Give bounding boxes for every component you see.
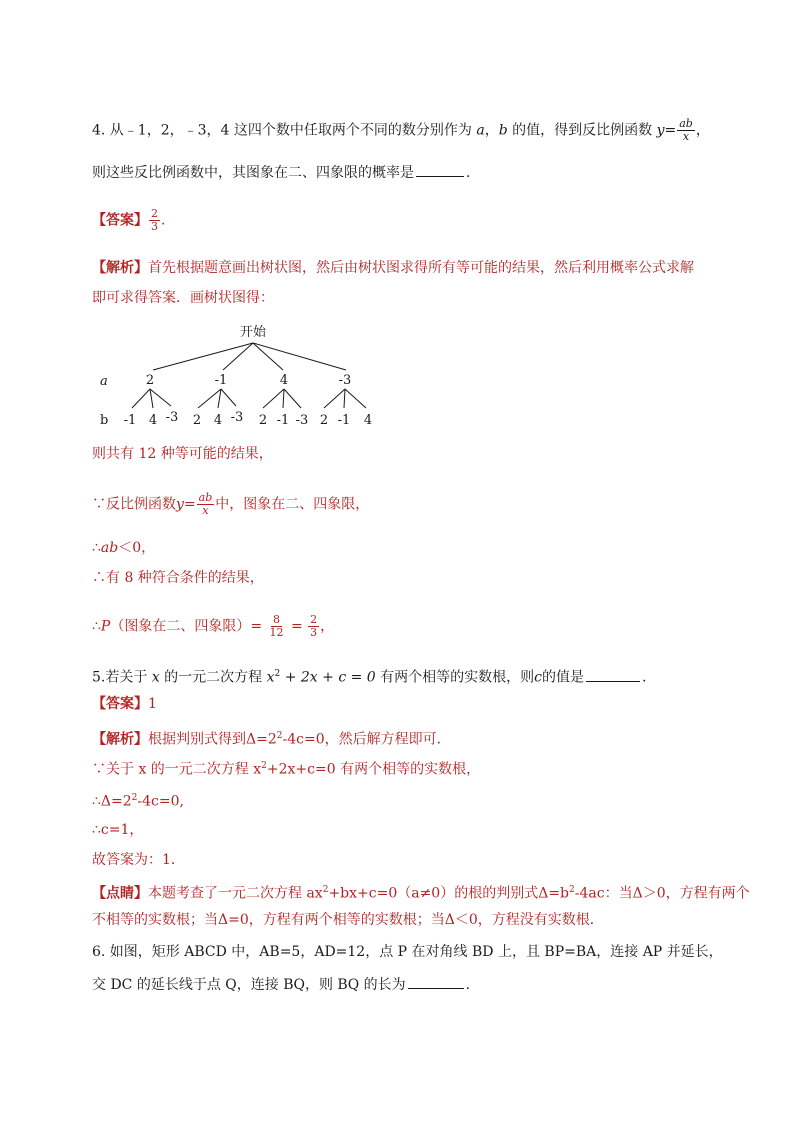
result-text: 则共有 12 种等可能的结果， [92,446,273,462]
b-node-3-2: -1 [276,413,290,428]
period: . [465,977,471,993]
q4-text: 则这些反比例函数中，其图象在二、四象限的概率是 [92,165,414,181]
denominator: x [682,130,690,143]
comma: ， [320,618,335,635]
step-text: 故答案为：1． [92,852,185,868]
q5-step-1 [92,756,480,780]
comment-text: 本题考查了一元二次方程 ax [148,885,323,902]
b-node-1-2: 4 [148,413,158,428]
analysis-label: 【解析】 [92,260,148,276]
exponent: 2 [276,731,283,741]
tree-leaf-branches [132,389,366,408]
analysis-label: 【解析】 [92,731,148,748]
comma: ， [484,122,499,139]
a-node-3: 4 [279,373,289,388]
therefore-symbol: ∴ [92,618,101,635]
q4-line-1 [92,118,710,143]
q5-question [92,664,646,688]
var-ab: ab [100,540,119,556]
denominator: 3 [310,626,318,639]
q5-text: 5.若关于 [92,669,148,686]
because-text: ∵反比例函数 [92,496,176,513]
q4-line-2 [92,162,470,183]
step-text: ∴c=1， [92,822,144,838]
tree-root-branches [153,343,346,370]
exponent: 2 [131,793,138,803]
exponent: 2 [261,761,267,771]
q4-text: 4. 从﹣1，2，﹣3，4 这四个数中任取两个不同的数分别作为 [92,122,472,139]
step-text: -4c=0, [137,793,184,810]
eq-x: x [266,669,275,686]
q5-text: 的一元二次方程 [164,669,263,686]
q4-therefore-3 [92,614,334,639]
q5-comment-1 [92,880,750,904]
q5-step-2 [92,788,184,812]
q5-text: 的值是 [542,669,585,686]
q6-text: 6. 如图，矩形 ABCD 中，AB=5，AD=12，点 P 在对角线 BD 上，且 BP=BA，连接 AP 并延长， [92,944,723,960]
period: . [161,212,166,229]
q4-text: 的值，得到反比例函数 [512,122,653,139]
therefore-text: ＜0， [118,540,156,556]
numerator: ab [198,491,213,504]
q4-result [92,444,273,464]
a-node-4: -3 [338,373,352,388]
q6-line-2 [92,974,470,995]
comment-label: 【点睛】 [92,885,148,902]
q6-line-1 [92,942,723,962]
numerator: 8 [273,613,281,626]
b-node-3-3: -3 [295,413,309,428]
tree-root: 开始 [239,325,267,340]
denominator: 12 [269,626,284,639]
var-a: a [476,122,485,139]
period: . [466,165,471,181]
answer-blank [416,162,464,177]
q4-therefore-1 [92,538,155,558]
equals: = [664,122,677,139]
equals: = [290,618,303,635]
var-b: b [498,122,508,139]
numerator: 2 [310,613,318,626]
b-node-4-1: 2 [319,413,329,428]
q5-text: 有两个相等的实数根，则 [380,669,535,686]
q4-therefore-2 [92,568,264,588]
q4-because [92,492,369,517]
step-text: ∵关于 x 的一元二次方程 x [92,761,262,778]
numerator: 2 [151,207,158,220]
therefore-symbol: ∴ [92,540,101,556]
comment-text: 不相等的实数根；当Δ=0，方程有两个相等的实数根；当Δ＜0，方程没有实数根． [92,912,604,928]
q4-text: ， [695,122,710,139]
comment-text: +bx+c=0（a≠0）的根的判别式Δ=b [328,885,570,902]
denominator: x [202,504,209,517]
b-node-3-1: 2 [258,413,268,428]
func-y: y [176,496,184,513]
fraction-ab-over-x [197,492,215,517]
b-node-2-1: 2 [192,413,202,428]
therefore-text: ∴有 8 种符合条件的结果， [92,570,264,586]
q5-answer [92,694,157,714]
b-node-4-2: -1 [337,413,351,428]
exponent: 2 [569,885,575,895]
q6-text: 交 DC 的延长线于点 Q，连接 BQ，则 BQ 的长为 [92,977,406,993]
b-node-1-1: -1 [123,413,137,428]
q4-analysis-1 [92,258,694,278]
func-y: y [656,122,665,139]
a-node-1: 2 [145,373,155,388]
q4-analysis-2 [92,288,274,308]
q5-analysis [92,726,451,750]
q5-step-3 [92,820,143,840]
q5-step-4 [92,850,185,870]
analysis-text: 根据判别式得到Δ=2 [148,731,277,748]
denominator: 3 [151,220,158,233]
period: . [642,669,647,686]
q4-answer [92,208,165,233]
step-text: +2x+c=0 有两个相等的实数根， [266,761,481,778]
answer-label: 【答案】 [92,212,148,229]
row-b-label: b [100,413,109,428]
answer-value: 1 [148,696,157,712]
comment-text: -4ac：当Δ＞0，方程有两个 [574,885,750,902]
equals: = [183,496,196,513]
numerator: ab [679,117,693,130]
therefore-text: （图象在二、四象限）= [110,618,263,635]
analysis-text: -4c=0，然后解方程即可． [282,731,451,748]
a-node-2: -1 [214,373,228,388]
answer-blank [586,667,640,682]
eq-exponent: 2 [274,669,281,679]
var-c: c [534,669,543,686]
b-node-4-3: 4 [363,413,373,428]
fraction-8-12 [268,614,286,639]
var-x: x [151,669,160,686]
fraction-ab-over-x [677,118,695,143]
because-text: 中，图象在二、四象限， [215,496,370,513]
analysis-text: 即可求得答案．画树状图得： [92,290,274,306]
fraction-2-3 [308,614,319,639]
analysis-text: 首先根据题意画出树状图，然后由树状图求得所有等可能的结果，然后利用概率公式求解 [148,260,694,276]
tree-diagram [88,320,388,432]
var-p: P [100,618,111,635]
b-node-1-3: -3 [165,410,179,425]
answer-fraction [149,208,160,233]
answer-label: 【答案】 [92,696,148,712]
eq-rest: + 2x + c = 0 [280,669,376,686]
b-node-2-3: -3 [230,410,244,425]
row-a-label: a [100,374,108,389]
b-node-2-2: 4 [213,413,223,428]
step-text: ∴Δ=2 [92,793,132,810]
exponent: 2 [322,885,329,895]
answer-blank [408,974,464,989]
q5-comment-2 [92,910,604,930]
